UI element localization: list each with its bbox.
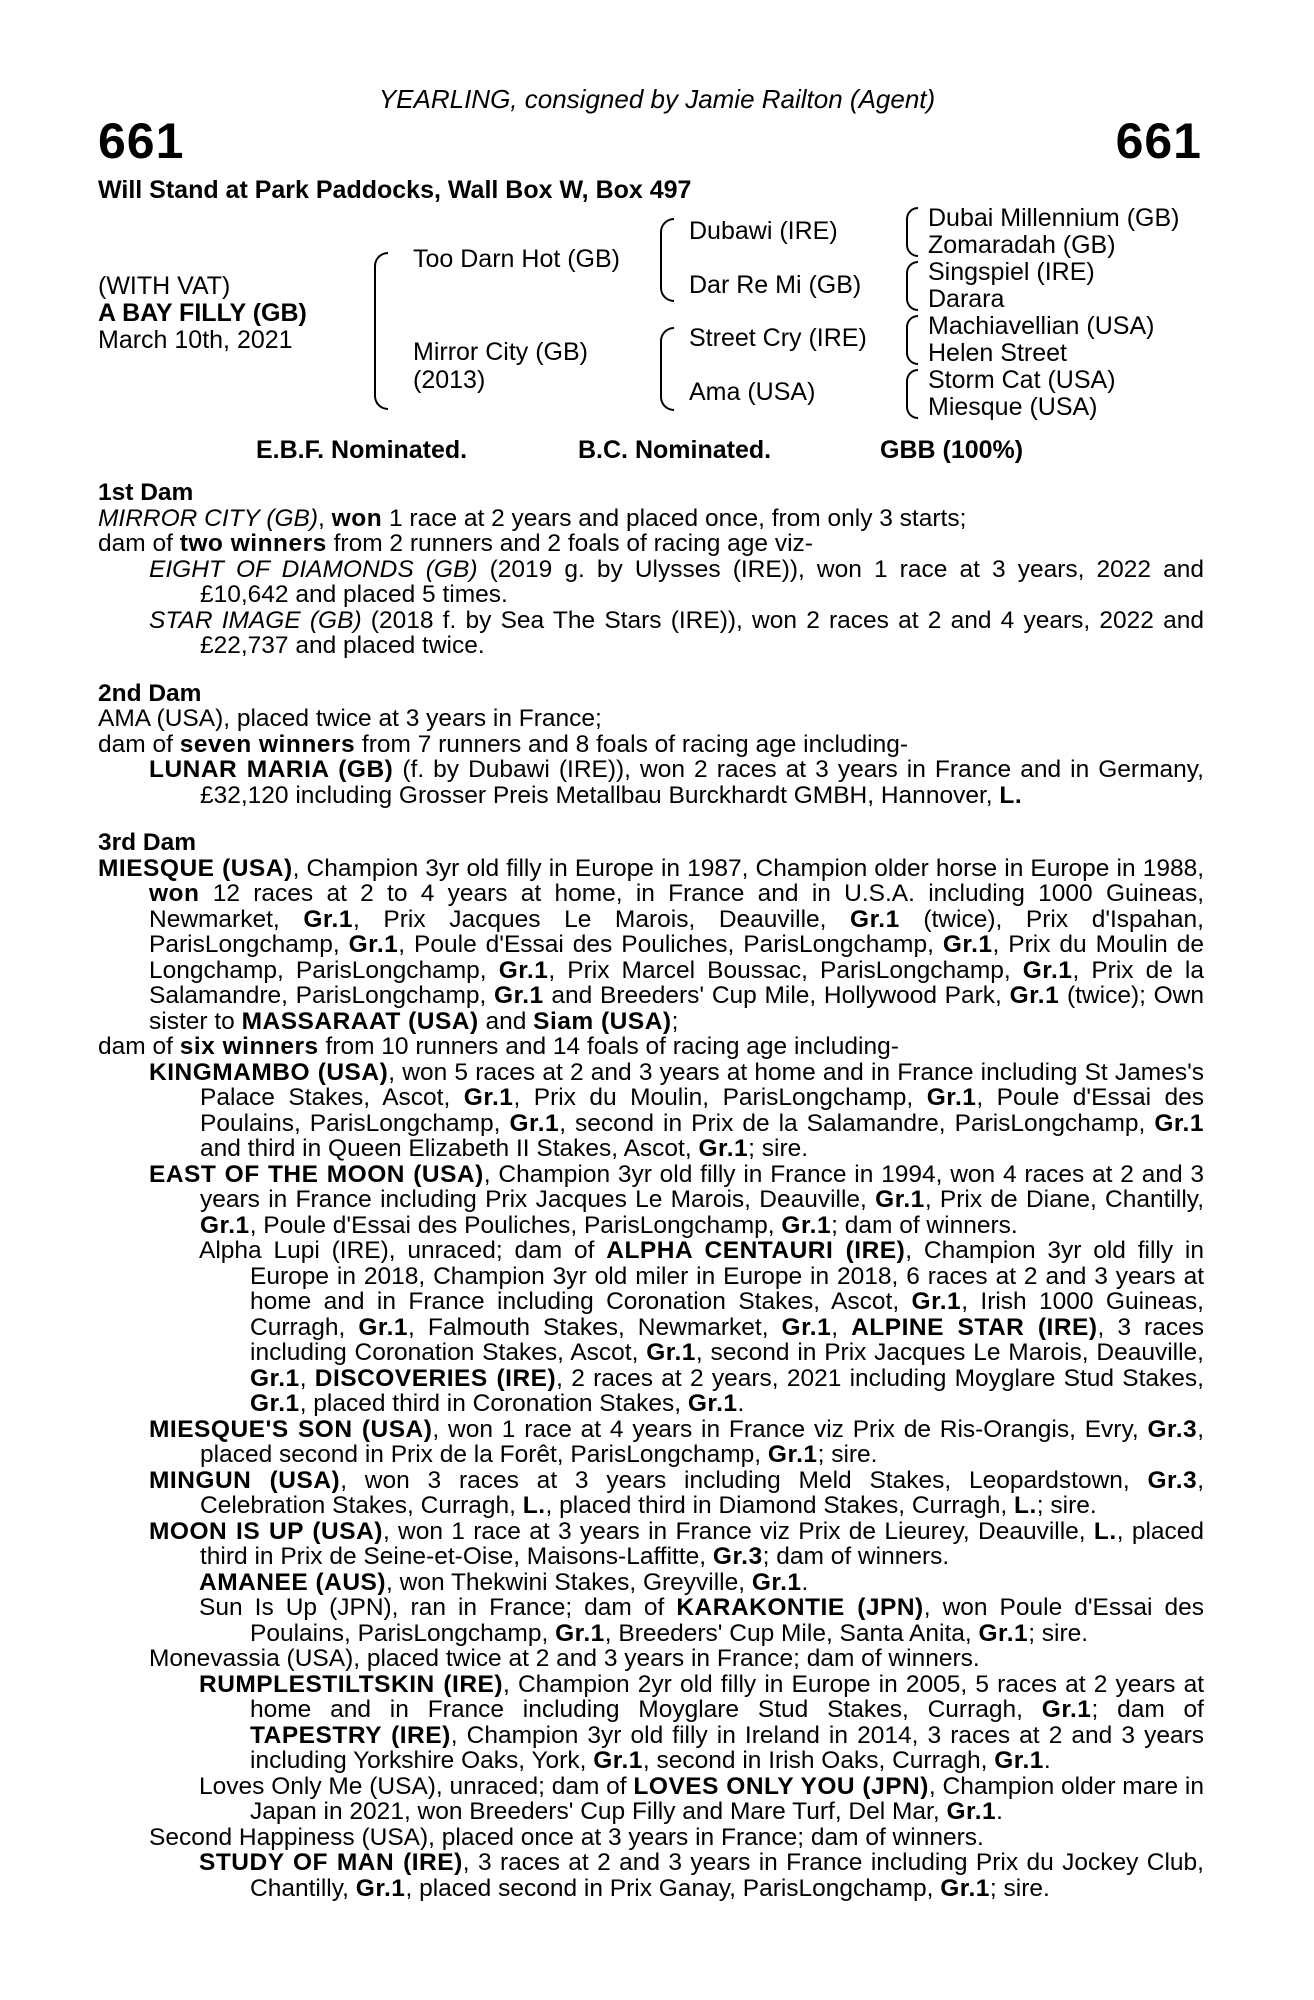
text-run: and third in Queen Elizabeth II Stakes, Ascot, [200,1135,699,1162]
text-run: , Falmouth Stakes, Newmarket, [408,1313,782,1341]
bold-text-run: ALPINE STAR (IRE) [851,1313,1098,1341]
third-dam-section [98,830,1204,1901]
text-run: , won 1 race at 4 years in France viz Prix de Ris-Orangis, Evry, [432,1415,1148,1443]
text-run: , 3 races including Coronation Stakes, Ascot, [250,1313,1204,1366]
bold-text-run: Gr.1 [250,1390,300,1417]
text-run: , won 1 race at 3 years in France viz Prix de Lieurey, Deauville, [382,1517,1094,1545]
second-dam-section [98,681,1204,809]
bold-text-run: AMANEE (AUS) [199,1568,387,1596]
text-run: , won Poule d'Essai des Poulains, ParisLongchamp, [250,1594,1204,1647]
bold-text-run: Gr.1 [946,1798,997,1825]
text-run: , second in Prix de la Salamandre, ParisLongchamp, [559,1109,1155,1137]
bold-text-run: MIESQUE'S SON (USA) [149,1415,433,1443]
bold-text-run: Gr.1 [1154,1109,1204,1137]
lot-number-right: 661 [1115,113,1202,169]
brace-g3-2 [906,261,918,311]
text-run: , Prix du Moulin, ParisLongchamp, [513,1084,927,1111]
bold-text-run: Gr.1 [494,982,544,1009]
bold-text-run: Gr.1 [911,1288,962,1315]
text-run: Monevassia (USA), placed twice at 2 and 3 years in France; dam of winners. [149,1645,980,1672]
dam-sire: Street Cry (IRE) [689,324,867,352]
bold-text-run: Gr.1 [355,1874,406,1902]
bold-text-run: Gr.1 [994,1747,1044,1774]
bold-text-run: Gr.1 [1009,982,1060,1009]
bold-text-run: Gr.1 [978,1619,1029,1647]
text-run: , Breeders' Cup Mile, Santa Anita, [604,1619,979,1647]
grand-offspring-entry [98,1672,1204,1774]
bold-text-run: Gr.1 [875,1186,925,1213]
bold-text-run: Gr.1 [348,931,399,958]
text-run: Loves Only Me (USA), unraced; dam of [199,1772,634,1800]
text-run: , second in Prix Jacques Le Marois, Deauville, [695,1339,1204,1366]
text-run: ; sire. [1028,1619,1089,1647]
bc-nominated: B.C. Nominated. [578,436,772,464]
bold-text-run: Gr.1 [555,1619,605,1647]
bold-text-run: Gr.1 [498,956,549,984]
offspring-entry: EIGHT OF DIAMONDS (GB) (2019 g. by Ulysses (IRE)), won 1 race at 3 years, 2022 and £10,642 and placed 5 times. [149,555,1204,608]
text-run: Alpha Lupi (IRE), unraced; dam of [199,1237,607,1264]
text-run: ; dam of [1091,1696,1204,1723]
brace-g3-3 [906,315,918,365]
text-run: , Prix de la Salamandre, ParisLongchamp, [149,956,1205,1009]
text-run: (twice), Prix d'Ispahan, ParisLongchamp, [149,905,1204,958]
bold-text-run: L. [1093,1517,1117,1545]
bold-text-run: Gr.1 [850,905,900,933]
gen3-4: Darara [928,285,1005,313]
dam-name-italic: MIRROR CITY (GB) [98,504,319,532]
text-run: . [1043,1747,1051,1774]
text-run: , 3 races at 2 and 3 years in France including Prix du Jockey Club, Chantilly, [250,1849,1204,1902]
text-run: ; dam of winners. [762,1543,950,1570]
bold-text-run: Gr.1 [303,905,353,933]
text-run: , Celebration Stakes, Curragh, [200,1466,1204,1519]
offspring-entry [98,1519,1204,1570]
text-run: (twice); Own sister to [149,982,1204,1035]
dam-dam: Ama (USA) [689,378,816,406]
brace-sire [660,218,674,302]
brace-g3-4 [906,369,918,419]
gen3-5: Machiavellian (USA) [928,312,1155,340]
text-run: ; dam of winners. [831,1211,1018,1239]
grand-offspring-entry [98,1774,1204,1825]
text-run: , Poule d'Essai des Pouliches, ParisLongchamp, [249,1211,782,1239]
bold-text-run: DISCOVERIES (IRE) [314,1364,557,1392]
horse-name: A BAY FILLY (GB) [98,299,307,327]
bold-text-run: Gr.1 [358,1313,409,1341]
third-dam-record [98,856,1204,1035]
bold-text-run: MIESQUE (USA) [98,854,293,882]
text-run: , Prix du Moulin de Longchamp, ParisLongchamp, [149,931,1204,984]
text-run: , Champion 3yr old filly in Europe in 2018, Champion 3yr old miler in Europe in 2018, 6 races at 2 and 3 years at home and in France including Coronation Stakes, Ascot, [250,1237,1204,1315]
bold-text-run: Gr.1 [942,931,993,958]
text-run: Sun Is Up (JPN), ran in France; dam of [199,1594,677,1621]
text-run: , Prix Jacques Le Marois, Deauville, [353,905,851,933]
grand-offspring-entry [98,1238,1204,1417]
gen3-1: Dubai Millennium (GB) [928,204,1180,232]
first-dam-record: MIRROR CITY (GB), won 1 race at 2 years and placed once, from only 3 starts; [98,504,967,532]
text-run: , won 3 races at 3 years including Meld Stakes, Leopardstown, [340,1466,1148,1494]
gen3-3: Singspiel (IRE) [928,258,1095,286]
text-run: , Champion older mare in Japan in 2021, won Breeders' Cup Filly and Mare Turf, Del Mar, [250,1772,1205,1825]
bold-text-run: Gr.1 [698,1135,749,1162]
bold-text-run: KINGMAMBO (USA) [149,1058,389,1086]
first-dam-section [98,480,1204,659]
bold-text-run: Gr.1 [509,1109,560,1137]
bold-text-run: Gr.3 [712,1543,763,1570]
text-run: , Champion 2yr old filly in Europe in 2005, 5 races at 2 years at home and in France including Moyglare Stud Stakes, Curragh, [250,1670,1205,1723]
bold-text-run: Gr.1 [687,1390,738,1417]
consignor-line: YEARLING, consigned by Jamie Railton (Agent) [378,84,936,114]
gen3-7: Storm Cat (USA) [928,366,1116,394]
bold-text-run: Gr.1 [926,1084,977,1111]
bold-text-run: EAST OF THE MOON (USA) [149,1160,484,1188]
bold-text-run: Gr.3 [1147,1415,1198,1443]
bold-text-run: LOVES ONLY YOU (JPN) [633,1772,929,1800]
offspring-entry [98,1162,1204,1239]
text-run: , placed third in Coronation Stakes, [299,1390,688,1417]
vat-note: (WITH VAT) [98,272,231,300]
bold-text-run: Gr.1 [646,1339,696,1366]
text-run: ; sire. [748,1135,809,1162]
text-run: . [737,1390,745,1417]
bold-text-run: Gr.1 [1022,956,1073,984]
text-run: ; [671,1007,679,1035]
grand-offspring-entry [98,1595,1204,1646]
bold-text-run: Gr.3 [1147,1466,1198,1494]
text-run: , Poule d'Essai des Pouliches, ParisLongchamp, [398,931,943,958]
offspring-entry [98,1646,1204,1672]
gbb-rating: GBB (100%) [880,436,1024,464]
gen3-8: Miesque (USA) [928,393,1098,421]
offspring-entry [98,1825,1204,1851]
text-run: . [996,1798,1003,1825]
brace-dam [660,327,674,411]
offspring-entry [98,1060,1204,1162]
brace-gen1 [374,252,388,410]
brace-g3-1 [906,207,918,257]
bold-text-run: Siam (USA) [533,1007,672,1035]
offspring-entry: LUNAR MARIA (GB) (f. by Dubawi (IRE)), won 2 races at 3 years in France and in Germany, £32,120 including Grosser Preis Metallbau Burckhardt GMBH, Hannover, L. [149,756,1204,809]
text-run: . [801,1568,809,1596]
bold-text-run: Gr.1 [250,1364,300,1392]
bold-text-run: MOON IS UP (USA) [149,1517,383,1545]
bold-text-run: KARAKONTIE (JPN) [676,1594,924,1621]
grand-offspring-entry [98,1850,1204,1901]
text-run: , Champion 3yr old filly in Ireland in 2014, 3 races at 2 and 3 years including Yorkshire Oaks, York, [250,1721,1204,1774]
dam-name: Mirror City (GB) [413,338,588,366]
text-run: 12 races at 2 to 4 years at home, in France and in U.S.A. including 1000 Guineas, Newmarket, [149,880,1204,933]
bold-text-run: L. [522,1492,546,1519]
gen3-2: Zomaradah (GB) [928,231,1116,259]
text-run: and [478,1007,534,1035]
text-run: , Champion 3yr old filly in Europe in 1987, Champion older horse in Europe in 1988, [292,854,1205,882]
text-run: Second Happiness (USA), placed once at 3 years in France; dam of winners. [149,1823,984,1851]
bold-text-run: Gr.1 [940,1874,990,1902]
first-dam-produce-summary: dam of two winners from 2 runners and 2 foals of racing age viz- [98,530,813,557]
bold-text-run: Gr.1 [200,1211,250,1239]
bold-text-run: Gr.1 [1041,1696,1092,1723]
bold-text-run: MASSARAAT (USA) [241,1007,479,1035]
text-run: , won Thekwini Stakes, Greyville, [386,1568,752,1596]
text-run: , placed second in Prix Ganay, ParisLongchamp, [405,1874,941,1902]
second-dam-heading: 2nd Dam [98,679,202,707]
bold-text-run: MINGUN (USA) [149,1466,341,1494]
text-run: , [831,1313,852,1341]
dam-year: (2013) [413,366,486,394]
bold-text-run: ALPHA CENTAURI (IRE) [606,1237,906,1264]
bold-text-run: won [149,880,200,907]
text-run: , Irish 1000 Guineas, Curragh, [250,1288,1204,1341]
bold-text-run: Gr.1 [593,1747,643,1774]
bold-text-run: Gr.1 [781,1313,832,1341]
offspring-entry: STAR IMAGE (GB) (2018 f. by Sea The Stars (IRE)), won 2 races at 2 and 4 years, 2022 and £22,737 and placed twice. [149,606,1205,659]
foaling-date: March 10th, 2021 [98,326,293,354]
offspring-entry [98,1468,1204,1519]
text-run: , second in Irish Oaks, Curragh, [642,1747,995,1774]
first-dam-heading: 1st Dam [98,479,194,506]
text-run: , placed third in Prix de Seine-et-Oise, Maisons-Laffitte, [200,1517,1205,1570]
text-run: ; sire. [817,1441,878,1468]
sire-dam: Dar Re Mi (GB) [689,271,862,299]
bold-text-run: L. [1014,1492,1037,1519]
grand-offspring-entry [98,1570,1204,1596]
text-run: and Breeders' Cup Mile, Hollywood Park, [543,982,1010,1009]
bold-text-run: Gr.1 [463,1084,514,1111]
second-dam-produce-summary: dam of seven winners from 7 runners and 8 foals of racing age including- [98,730,909,758]
text-run: , Prix de Diane, Chantilly, [924,1186,1204,1213]
text-run: dam of [98,1033,180,1060]
offspring-entry [98,1417,1204,1468]
text-run: , placed third in Diamond Stakes, Curragh, [545,1492,1014,1519]
sire-name: Too Darn Hot (GB) [413,245,621,273]
third-dam-produce-summary [98,1034,1204,1060]
stand-location: Will Stand at Park Paddocks, Wall Box W, Box 497 [98,176,692,204]
bold-text-run: Gr.1 [767,1441,818,1468]
bold-text-run: Gr.1 [751,1568,802,1596]
text-run: , placed second in Prix de la Forêt, ParisLongchamp, [200,1415,1204,1468]
ebf-nominated: E.B.F. Nominated. [256,436,468,464]
third-dam-heading: 3rd Dam [98,829,197,856]
bold-text-run: STUDY OF MAN (IRE) [199,1849,463,1876]
text-run: from 10 runners and 14 foals of racing age including- [318,1033,899,1060]
lot-number-left: 661 [98,113,185,169]
text-run: , [299,1364,315,1392]
sire-sire: Dubawi (IRE) [689,217,838,245]
bold-text-run: TAPESTRY (IRE) [250,1721,451,1749]
bold-text-run: six winners [179,1033,319,1060]
gen3-6: Helen Street [928,339,1067,367]
text-run: ; sire. [1036,1492,1097,1519]
text-run: , Champion 3yr old filly in France in 1994, won 4 races at 2 and 3 years in France including Prix Jacques Le Marois, Deauville, [200,1160,1204,1213]
text-run: ; sire. [989,1874,1050,1902]
text-run: , Prix Marcel Boussac, ParisLongchamp, [548,956,1023,984]
bold-text-run: RUMPLESTILTSKIN (IRE) [199,1670,504,1698]
bold-text-run: Gr.1 [781,1211,832,1239]
text-run: , 2 races at 2 years, 2021 including Moyglare Stud Stakes, [556,1364,1204,1392]
text-run: , Poule d'Essai des Poulains, ParisLongchamp, [200,1084,1204,1137]
produce-record [98,480,1204,1901]
second-dam-record: AMA (USA), placed twice at 3 years in France; [98,705,602,732]
text-run: , won 5 races at 2 and 3 years at home and in France including St James's Palace Stakes, Ascot, [200,1058,1205,1111]
